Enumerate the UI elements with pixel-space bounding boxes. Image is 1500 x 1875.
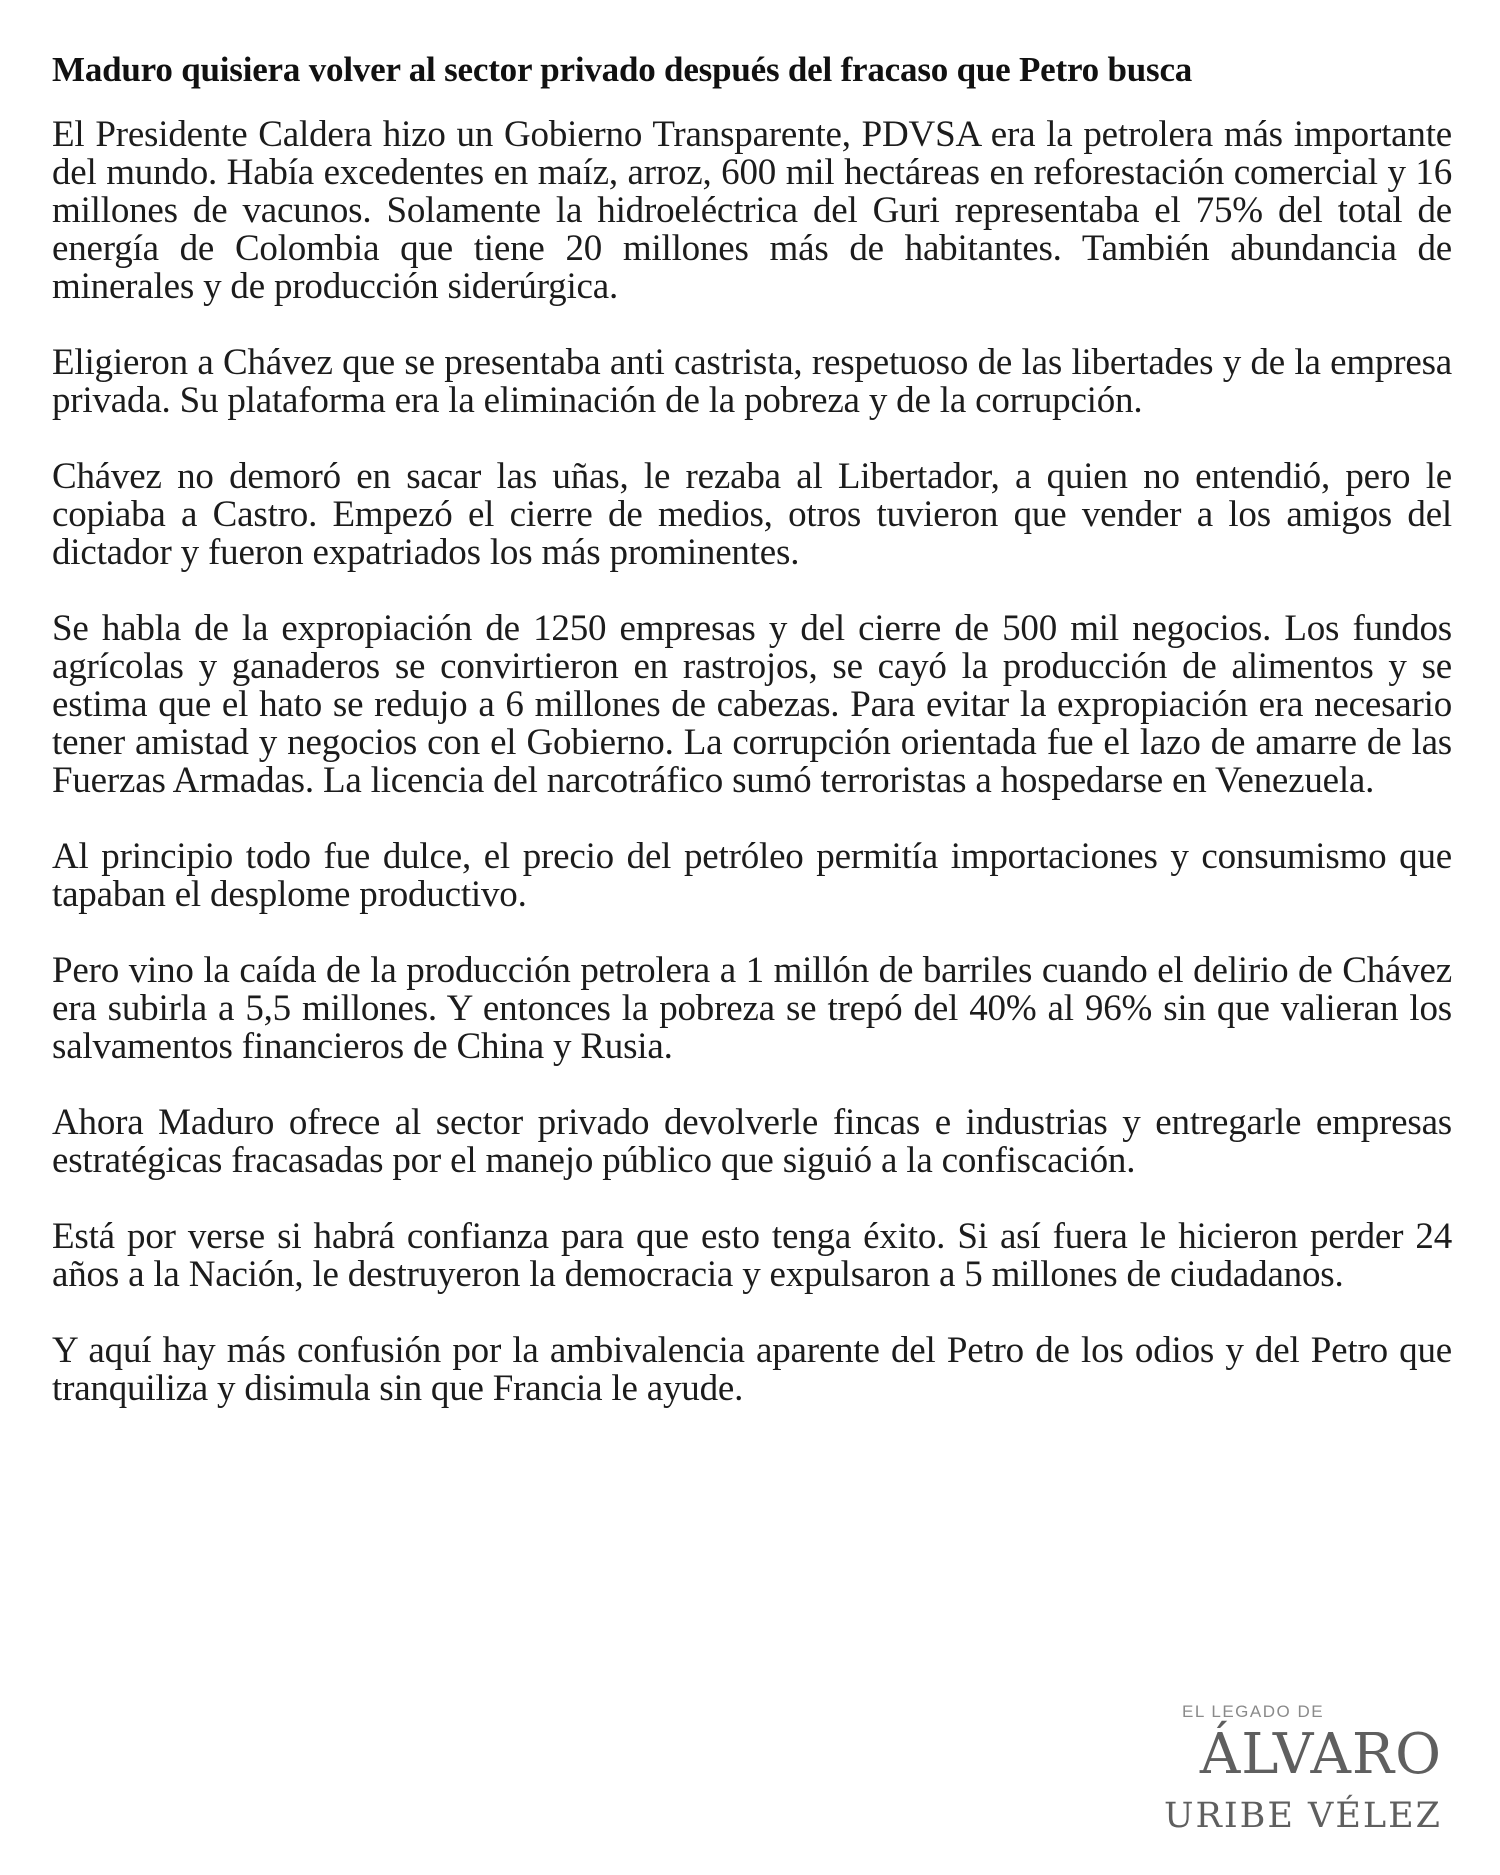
paragraph-9: Y aquí hay más confusión por la ambivalencia aparente del Petro de los odios y del Petro que tranquiliza y disimula sin que Francia le ayude. (52, 1330, 1452, 1409)
paragraph-6: Pero vino la caída de la producción petrolera a 1 millón de barriles cuando el delirio de Chávez era subirla a 5,5 millones. Y entonces la pobreza se trepó del 40% al 96% sin que valieran los salvamentos financieros de China y Rusia. (52, 950, 1452, 1067)
logo-first-name: ÁLVARO (1199, 1722, 1442, 1787)
article-body (52, 116, 1452, 1408)
paragraph-1: El Presidente Caldera hizo un Gobierno Transparente, PDVSA era la petrolera más importante del mundo. Había excedentes en maíz, arroz, 600 mil hectáreas en reforestación comercial y 16 millones de vacunos. Solamente la hidroeléctrica del Guri representaba el 75% del total de energía de Colombia que tiene 20 millones más de habitantes. También abundancia de minerales y de producción siderúrgica. (52, 114, 1452, 307)
paragraph-4: Se habla de la expropiación de 1250 empresas y del cierre de 500 mil negocios. Los fundos agrícolas y ganaderos se convirtieron en rastrojos, se cayó la producción de alimentos y se estima que el hato se redujo a 6 millones de cabezas. Para evitar la expropiación era necesario tener amistad y negocios con el Gobierno. La corrupción orientada fue el lazo de amarre de las Fuerzas Armadas. La licencia del narcotráfico sumó terroristas a hospedarse en Venezuela. (52, 608, 1452, 801)
article-title: Maduro quisiera volver al sector privado después del fracaso que Petro busca (52, 50, 1193, 89)
logo-tagline: EL LEGADO DE (1182, 1702, 1325, 1721)
legacy-logo (1152, 1702, 1442, 1838)
paragraph-7: Ahora Maduro ofrece al sector privado devolverle fincas e industrias y entregarle empresas estratégicas fracasadas por el manejo público que siguió a la confiscación. (52, 1102, 1452, 1181)
paragraph-3: Chávez no demoró en sacar las uñas, le rezaba al Libertador, a quien no entendió, pero le copiaba a Castro. Empezó el cierre de medios, otros tuvieron que vender a los amigos del dictador y fueron expatriados los más prominentes. (52, 456, 1452, 573)
paragraph-2: Eligieron a Chávez que se presentaba anti castrista, respetuoso de las libertades y de la empresa privada. Su plataforma era la eliminación de la pobreza y de la corrupción. (52, 342, 1452, 421)
paragraph-5: Al principio todo fue dulce, el precio del petróleo permitía importaciones y consumismo que tapaban el desplome productivo. (52, 836, 1452, 915)
logo-last-name: URIBE VÉLEZ (1163, 1796, 1442, 1836)
paragraph-8: Está por verse si habrá confianza para que esto tenga éxito. Si así fuera le hicieron perder 24 años a la Nación, le destruyeron la democracia y expulsaron a 5 millones de ciudadanos. (52, 1216, 1452, 1295)
